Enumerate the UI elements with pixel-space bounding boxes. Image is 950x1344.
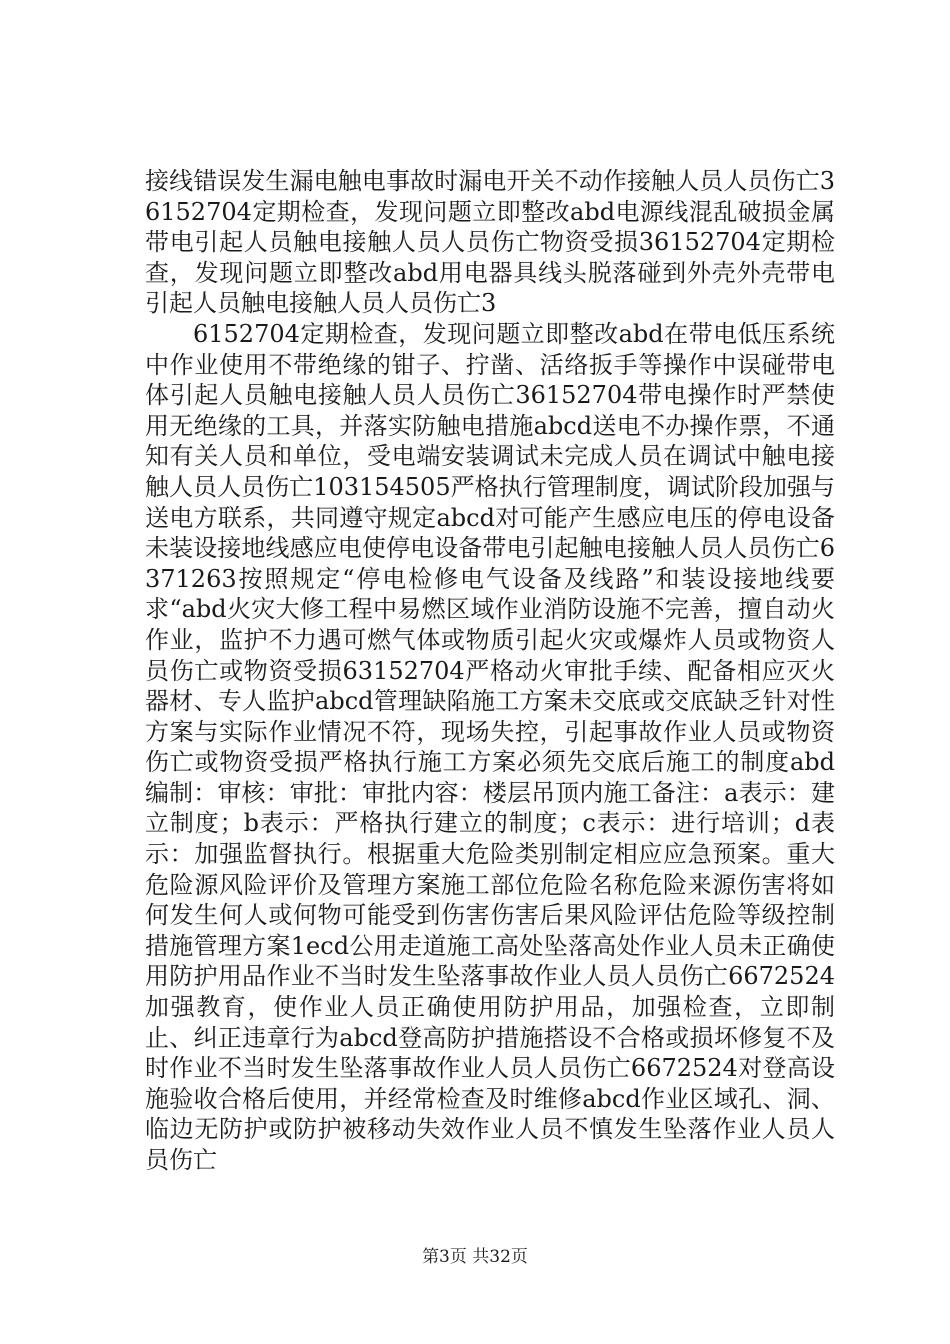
document-body (145, 166, 835, 1176)
paragraph-2: 6152704定期检查，发现问题立即整改abd在带电低压系统中作业使用不带绝缘的钳子、拧凿、活络扳手等操作中误碰带电体引起人员触电接触人员人员伤亡36152704带电操作时严禁使用无绝缘的工具，并落实防触电措施abcd送电不办操作票，不通知有关人员和单位，受电端安装调试未完成人员在调试中触电接触人员人员伤亡103154505严格执行管理制度，调试阶段加强与送电方联系，共同遵守规定abcd对可能产生感应电压的停电设备未装设接地线感应电使停电设备带电引起触电接触人员人员伤亡6371263按照规定“停电检修电气设备及线路”和装设接地线要求“abd火灾大修工程中易燃区域作业消防设施不完善，擅自动火作业，监护不力遇可燃气体或物质引起火灾或爆炸人员或物资人员伤亡或物资受损63152704严格动火审批手续、配备相应灭火器材、专人监护abcd管理缺陷施工方案未交底或交底缺乏针对性方案与实际作业情况不符，现场失控，引起事故作业人员或物资伤亡或物资受损严格执行施工方案必须先交底后施工的制度abd编制：审核：审批：审批内容：楼层吊顶内施工备注：a表示：建立制度；b表示：严格执行建立的制度；c表示：进行培训；d表示：加强监督执行。根据重大危险类别制定相应应急预案。重大危险源风险评价及管理方案施工部位危险名称危险来源伤害将如何发生何人或何物可能受到伤害伤害后果风险评估危险等级控制措施管理方案1ecd公用走道施工高处坠落高处作业人员未正确使用防护用品作业不当时发生坠落事故作业人员人员伤亡6672524加强教育，使作业人员正确使用防护用品，加强检查，立即制止、纠正违章行为abcd登高防护措施搭设不合格或损坏修复不及时作业不当时发生坠落事故作业人员人员伤亡6672524对登高设施验收合格后使用，并经常检查及时维修abcd作业区域孔、洞、临边无防护或防护被移动失效作业人员不慎发生坠落作业人员人员伤亡 (145, 319, 835, 1174)
paragraph-1: 接线错误发生漏电触电事故时漏电开关不动作接触人员人员伤亡36152704定期检查，发现问题立即整改abd电源线混乱破损金属带电引起人员触电接触人员人员伤亡物资受损36152704定期检查，发现问题立即整改abd用电器具线头脱落碰到外壳外壳带电引起人员触电接触人员人员伤亡3 (145, 167, 835, 318)
page-number-footer: 第3页 共32页 (422, 1247, 528, 1267)
